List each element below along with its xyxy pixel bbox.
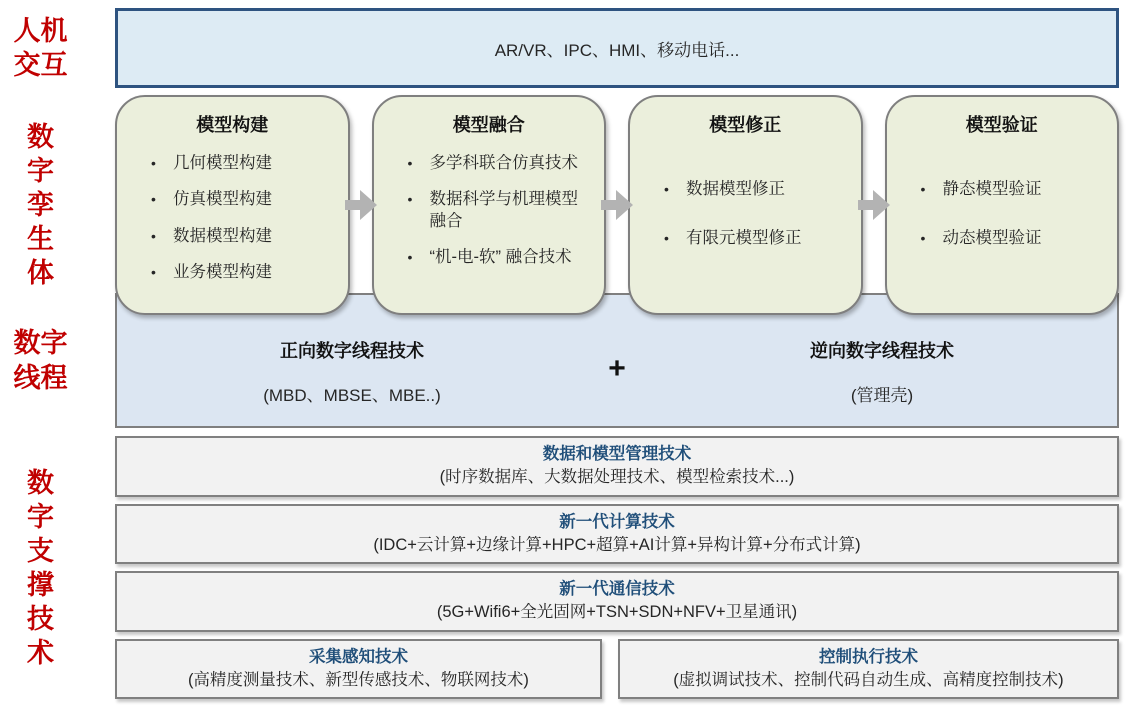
hmi-category-label: 人机交互 (13, 15, 68, 80)
model-box-bullet-list (380, 153, 599, 269)
support-row-title: 新一代计算技术 (559, 512, 675, 531)
bullet-item: • 多学科联合仿真技术 (380, 153, 599, 174)
model-process-row (115, 95, 1119, 315)
reverse-thread-title: 逆向数字线程技术 (810, 341, 954, 361)
hmi-devices-text: AR/VR、IPC、HMI、移动电话... (494, 40, 740, 60)
model-box-title: 模型构建 (196, 115, 269, 135)
bullet-item: • 数据模型构建 (123, 226, 342, 247)
right-arrow-icon (601, 190, 633, 220)
hmi-devices-bar (115, 8, 1119, 88)
model-box-bullet-list (893, 179, 1112, 250)
model-box-fusion (372, 95, 607, 315)
support-row-communication (115, 571, 1119, 632)
model-box-title: 模型融合 (452, 115, 525, 135)
support-row-computing (115, 504, 1119, 565)
thread-category-label: 数字线程 (13, 328, 68, 393)
bullet-item: • 几何模型构建 (123, 153, 342, 174)
support-row-title: 新一代通信技术 (559, 580, 675, 599)
support-category-label: 数字支撑技术 (27, 467, 54, 668)
forward-thread-subtitle: (MBD、MBSE、MBE..) (263, 386, 441, 405)
support-row-title: 数据和模型管理技术 (542, 445, 692, 463)
right-arrow-icon (345, 190, 377, 220)
hmi-band (0, 8, 1119, 88)
reverse-thread (647, 337, 1117, 406)
digital-twin-band (0, 95, 1119, 315)
support-row-title: 采集感知技术 (308, 647, 408, 666)
forward-thread (117, 337, 587, 406)
model-box-title: 模型修正 (709, 115, 782, 135)
bullet-item: • 有限元模型修正 (636, 228, 855, 249)
support-box-control (618, 639, 1119, 700)
right-arrow-icon (858, 190, 890, 220)
hmi-label-cell (0, 8, 115, 88)
support-band (0, 436, 1119, 699)
model-box-bullet-list (123, 153, 342, 284)
bullet-item: • 业务模型构建 (123, 262, 342, 283)
bullet-item: • 数据模型修正 (636, 179, 855, 200)
model-box-correction (628, 95, 863, 315)
support-row-subtitle: (IDC+云计算+边缘计算+HPC+超算+AI计算+异构计算+分布式计算) (373, 535, 861, 554)
bullet-item: • 仿真模型构建 (123, 189, 342, 210)
twin-label-cell (0, 95, 115, 315)
bullet-item: • 静态模型验证 (893, 179, 1112, 200)
support-row-subtitle: (5G+Wifi6+全光固网+TSN+SDN+NFV+卫星通讯) (436, 603, 798, 622)
model-box-validation (885, 95, 1120, 315)
model-box-construction (115, 95, 350, 315)
bullet-item: • 动态模型验证 (893, 228, 1112, 249)
bullet-item: • 数据科学与机理模型融合 (380, 189, 599, 232)
forward-thread-title: 正向数字线程技术 (280, 341, 424, 361)
support-row-data-model-management (115, 436, 1119, 497)
support-label-cell (0, 436, 115, 699)
support-row-subtitle: (虚拟调试技术、控制代码自动生成、高精度控制技术) (673, 670, 1064, 689)
bullet-item: • “机-电-软” 融合技术 (380, 247, 599, 268)
support-bottom-row (115, 639, 1119, 700)
twin-category-label: 数字孪生体 (27, 121, 54, 289)
plus-sign: + (608, 351, 626, 385)
support-row-subtitle: (时序数据库、大数据处理技术、模型检索技术...) (439, 468, 795, 487)
support-row-subtitle: (高精度测量技术、新型传感技术、物联网技术) (187, 670, 529, 689)
reverse-thread-subtitle: (管理壳) (850, 386, 914, 405)
model-box-bullet-list (636, 179, 855, 250)
support-row-title: 控制执行技术 (818, 647, 918, 666)
support-box-sensing (115, 639, 602, 700)
model-box-title: 模型验证 (965, 115, 1038, 135)
